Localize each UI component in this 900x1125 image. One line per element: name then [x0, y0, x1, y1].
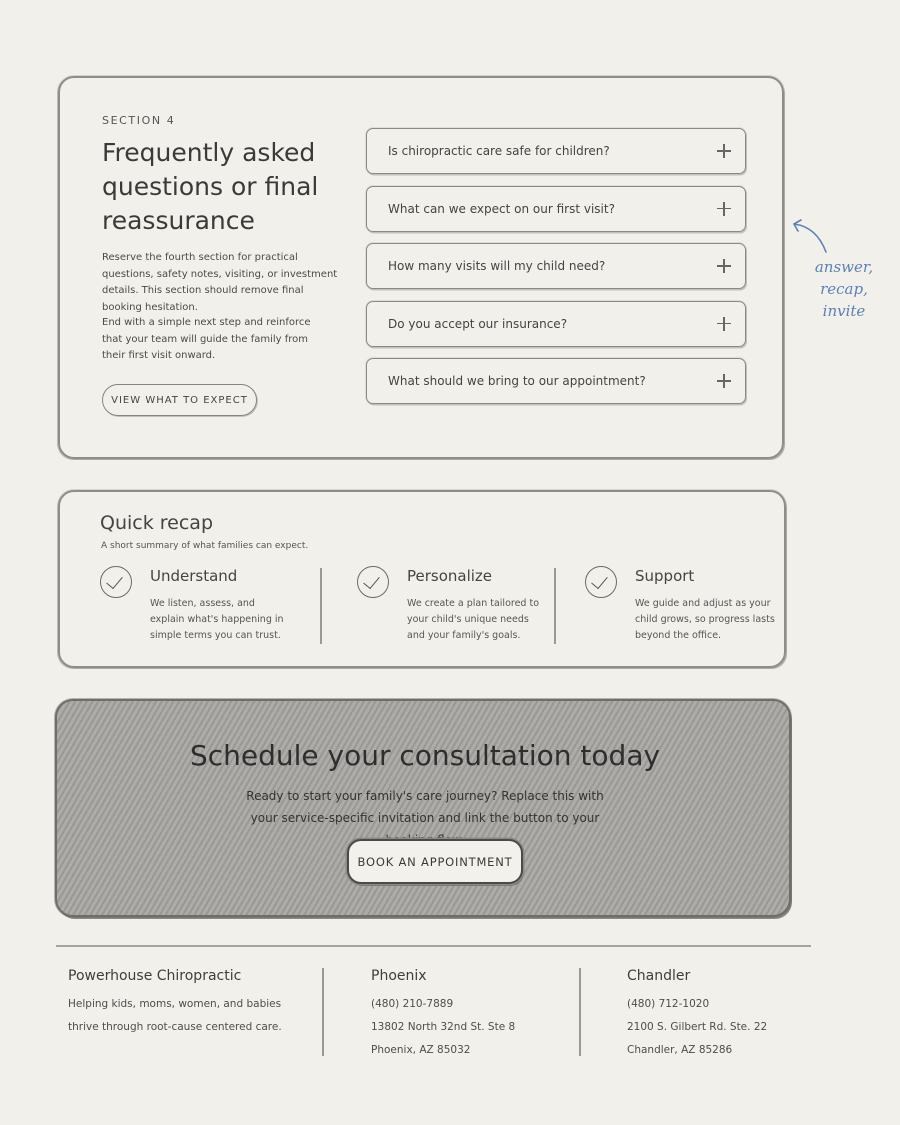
- recap-item-personalize: [357, 566, 557, 646]
- footer-location-phoenix: [371, 968, 515, 1060]
- footer-column-divider: [579, 968, 581, 1056]
- footer-location-city: Phoenix: [371, 968, 427, 984]
- footer-phone-link[interactable]: (480) 712-1020: [627, 998, 710, 1010]
- annotation-line: invite: [822, 302, 866, 320]
- faq-section-card: [58, 76, 784, 459]
- consultation-cta-banner: [55, 699, 791, 917]
- faq-item-safety[interactable]: [366, 128, 746, 174]
- check-circle-icon: [100, 566, 132, 598]
- plus-icon[interactable]: [717, 202, 731, 216]
- footer-location-city: Chandler: [627, 968, 691, 984]
- footer-location-chandler: [627, 968, 767, 1060]
- annotation-arrow-icon: [786, 216, 832, 256]
- faq-item-first-visit[interactable]: [366, 186, 746, 232]
- section-eyebrow: SECTION 4: [102, 114, 176, 127]
- faq-question: What should we bring to our appointment?: [388, 374, 646, 388]
- recap-subtitle: A short summary of what families can expect.: [101, 541, 309, 551]
- margin-annotation: [808, 256, 880, 322]
- footer-column-divider: [322, 968, 324, 1056]
- footer-phone-link[interactable]: (480) 210-7889: [371, 998, 454, 1010]
- recap-item-text: We create a plan tailored to your child's unique needs and your family's goals.: [407, 598, 540, 641]
- recap-item-title: Understand: [150, 567, 238, 585]
- footer-tagline: Helping kids, moms, women, and babies: [68, 998, 282, 1010]
- recap-divider: [320, 568, 322, 644]
- recap-item-text: We listen, assess, and explain what's happening in simple terms you can trust.: [150, 598, 284, 641]
- faq-item-visit-count[interactable]: [366, 243, 746, 289]
- plus-icon[interactable]: [717, 374, 731, 388]
- footer-tagline: thrive through root-cause centered care.: [68, 1021, 282, 1033]
- footer-brand-name: Powerhouse Chiropractic: [68, 968, 242, 984]
- faq-section-title: Frequently asked questions or final reassurance: [102, 138, 319, 235]
- footer-address: 13802 North 32nd St. Ste 8: [371, 1021, 516, 1033]
- recap-item-title: Personalize: [407, 567, 493, 585]
- annotation-line: recap,: [820, 280, 868, 298]
- faq-accordion: [366, 128, 746, 416]
- quick-recap-card: [58, 490, 786, 668]
- recap-title: Quick recap: [100, 512, 213, 534]
- cta-description: Ready to start your family's care journey? Replace this with your service-specific invitation and link the button to your: [246, 789, 604, 825]
- footer-address: Phoenix, AZ 85032: [371, 1044, 471, 1056]
- faq-question: What can we expect on our first visit?: [388, 201, 615, 216]
- faq-item-insurance[interactable]: [366, 301, 746, 347]
- check-circle-icon: [585, 566, 617, 598]
- plus-icon[interactable]: [717, 317, 731, 331]
- recap-item-text: We guide and adjust as your child grows, so progress lasts beyond the office.: [635, 598, 775, 641]
- faq-section-next-step-text: End with a simple next step and reinforce that your team will guide the family from their first visit onward.: [102, 317, 311, 361]
- faq-section-description: Reserve the fourth section for practical questions, safety notes, visiting, or investment details. This section should remove final booking hesitation.: [102, 252, 338, 313]
- cta-title: Schedule your consultation today: [189, 739, 661, 772]
- plus-icon[interactable]: [717, 144, 731, 158]
- check-circle-icon: [357, 566, 389, 598]
- faq-item-what-to-bring[interactable]: [366, 358, 746, 404]
- view-what-to-expect-button[interactable]: VIEW WHAT TO EXPECT: [102, 384, 257, 416]
- faq-question: How many visits will my child need?: [388, 259, 606, 273]
- footer-address: 2100 S. Gilbert Rd. Ste. 22: [627, 1021, 768, 1033]
- faq-question: Is chiropractic care safe for children?: [388, 144, 610, 158]
- recap-item-understand: [100, 566, 300, 646]
- book-appointment-button[interactable]: BOOK AN APPOINTMENT: [347, 839, 523, 884]
- plus-icon[interactable]: [717, 259, 731, 273]
- faq-question: Do you accept our insurance?: [388, 316, 568, 331]
- footer-brand: [68, 968, 282, 1037]
- footer-divider: [56, 945, 811, 947]
- footer-address: Chandler, AZ 85286: [627, 1044, 733, 1056]
- recap-item-title: Support: [635, 567, 695, 585]
- recap-divider: [554, 568, 556, 644]
- recap-item-support: [585, 566, 775, 646]
- annotation-line: answer,: [814, 258, 874, 276]
